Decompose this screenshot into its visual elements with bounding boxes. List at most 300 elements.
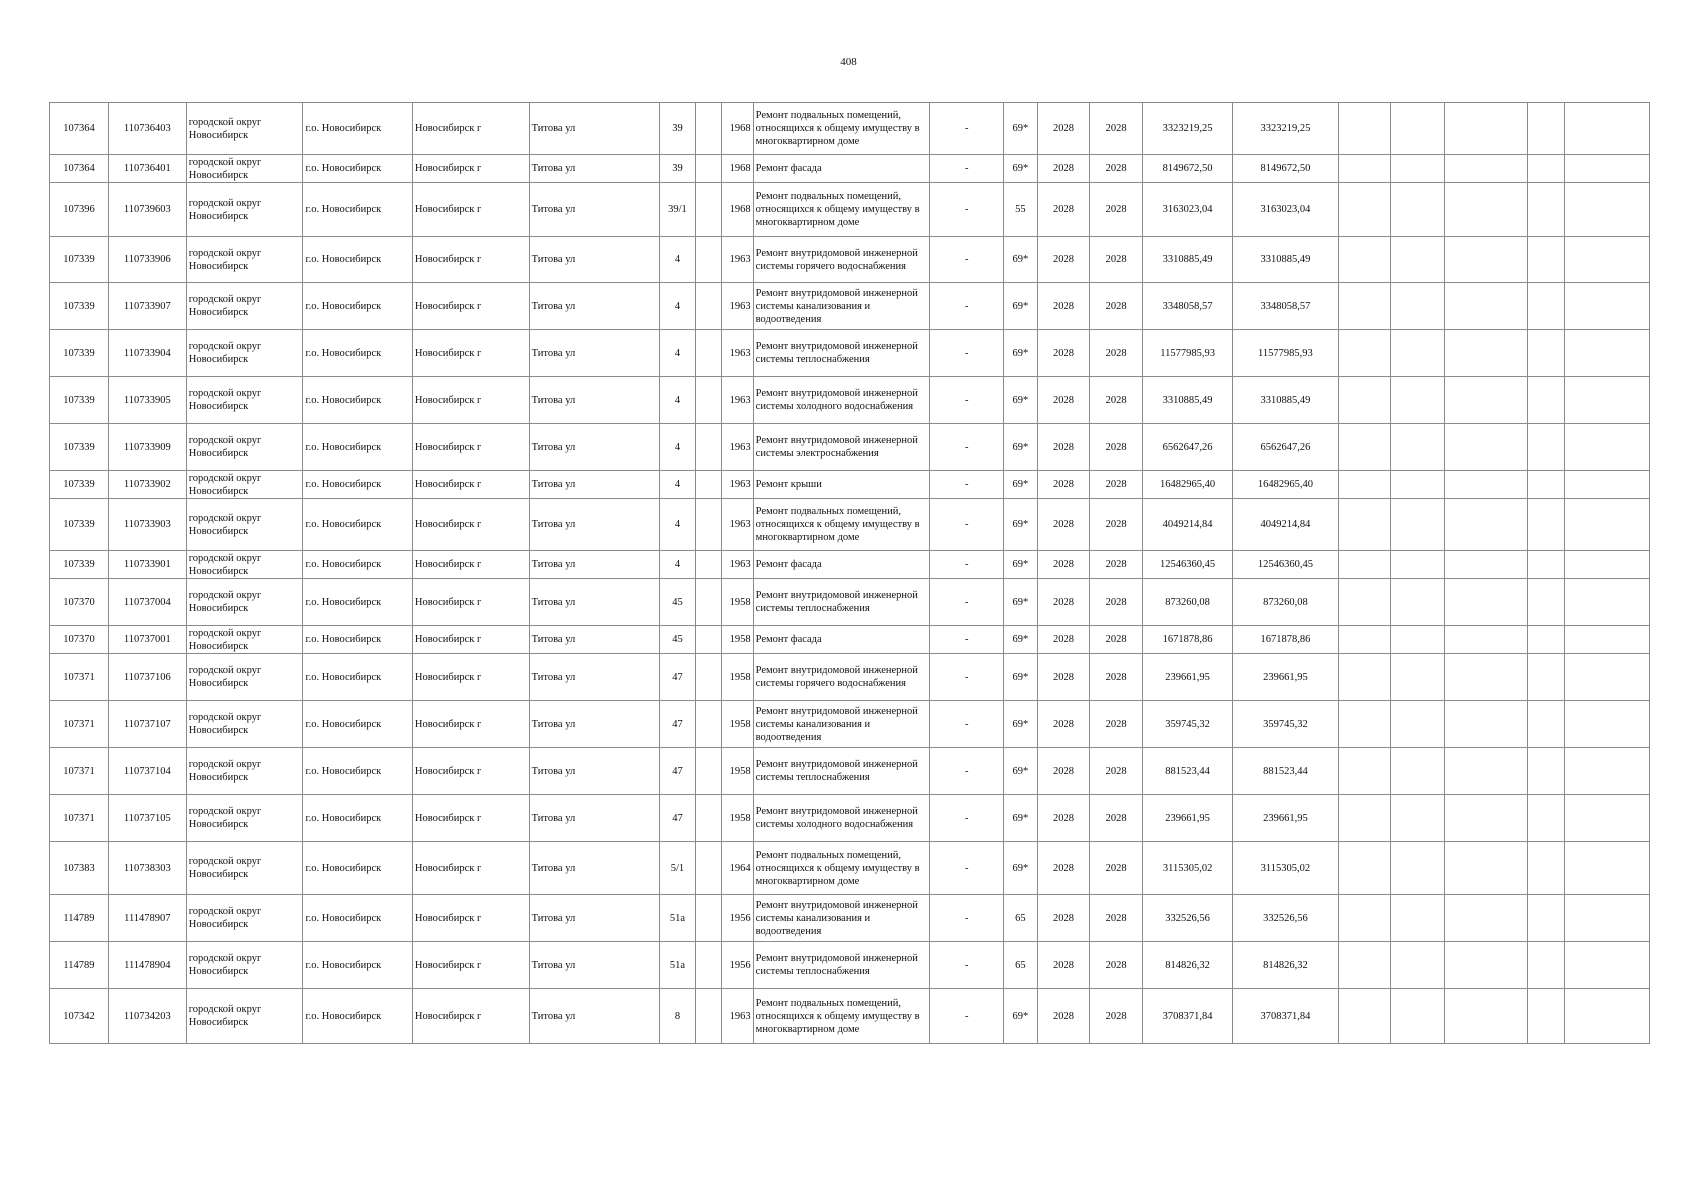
- empty-cell: [1527, 701, 1564, 748]
- cost-total: 873260,08: [1142, 579, 1232, 626]
- year-end: 2028: [1090, 377, 1143, 424]
- dash-cell: -: [930, 330, 1004, 377]
- work-code: 111478904: [108, 942, 186, 989]
- house-number: 4: [660, 424, 696, 471]
- empty-cell: [1391, 942, 1445, 989]
- empty-cell: [1444, 471, 1527, 499]
- year-start: 2028: [1037, 237, 1090, 283]
- house-number: 4: [660, 283, 696, 330]
- table-row: [50, 654, 1650, 701]
- year-start: 2028: [1037, 626, 1090, 654]
- empty-cell: [1391, 895, 1445, 942]
- cost-total: 3310885,49: [1142, 377, 1232, 424]
- city: Новосибирск г: [412, 183, 529, 237]
- work-code: 110739603: [108, 183, 186, 237]
- cost-total: 881523,44: [1142, 748, 1232, 795]
- house-number: 39: [660, 155, 696, 183]
- empty-cell: [1338, 155, 1391, 183]
- wear-percent: 65: [1004, 895, 1038, 942]
- empty-cell: [1527, 654, 1564, 701]
- wear-percent: 69*: [1004, 579, 1038, 626]
- dash-cell: -: [930, 842, 1004, 895]
- build-year: 1958: [722, 748, 754, 795]
- municipality: городской округ Новосибирск: [186, 155, 303, 183]
- dash-cell: -: [930, 626, 1004, 654]
- cost-total: 11577985,93: [1142, 330, 1232, 377]
- empty-cell: [1564, 155, 1649, 183]
- empty-cell: [1527, 626, 1564, 654]
- city: Новосибирск г: [412, 626, 529, 654]
- year-end: 2028: [1090, 895, 1143, 942]
- year-end: 2028: [1090, 748, 1143, 795]
- build-year: 1968: [722, 103, 754, 155]
- house-number: 4: [660, 330, 696, 377]
- work-type: Ремонт фасада: [753, 155, 930, 183]
- street: Титова ул: [529, 654, 659, 701]
- house-number: 51а: [660, 895, 696, 942]
- urban-district: г.о. Новосибирск: [303, 579, 412, 626]
- cost-total: 3310885,49: [1142, 237, 1232, 283]
- wear-percent: 69*: [1004, 989, 1038, 1044]
- street: Титова ул: [529, 895, 659, 942]
- year-end: 2028: [1090, 499, 1143, 551]
- municipality: городской округ Новосибирск: [186, 626, 303, 654]
- year-end: 2028: [1090, 183, 1143, 237]
- record-id: 114789: [50, 895, 109, 942]
- dash-cell: -: [930, 471, 1004, 499]
- city: Новосибирск г: [412, 551, 529, 579]
- urban-district: г.о. Новосибирск: [303, 183, 412, 237]
- municipality: городской округ Новосибирск: [186, 748, 303, 795]
- empty-cell: [695, 377, 721, 424]
- year-end: 2028: [1090, 471, 1143, 499]
- record-id: 107371: [50, 654, 109, 701]
- wear-percent: 65: [1004, 942, 1038, 989]
- year-end: 2028: [1090, 103, 1143, 155]
- empty-cell: [1564, 103, 1649, 155]
- year-start: 2028: [1037, 283, 1090, 330]
- empty-cell: [1338, 654, 1391, 701]
- empty-cell: [1527, 579, 1564, 626]
- empty-cell: [1338, 989, 1391, 1044]
- year-end: 2028: [1090, 654, 1143, 701]
- empty-cell: [1338, 842, 1391, 895]
- empty-cell: [1564, 183, 1649, 237]
- empty-cell: [1391, 103, 1445, 155]
- record-id: 107370: [50, 626, 109, 654]
- empty-cell: [1527, 155, 1564, 183]
- urban-district: г.о. Новосибирск: [303, 377, 412, 424]
- dash-cell: -: [930, 579, 1004, 626]
- record-id: 107371: [50, 748, 109, 795]
- record-id: 107339: [50, 471, 109, 499]
- street: Титова ул: [529, 499, 659, 551]
- empty-cell: [1444, 748, 1527, 795]
- work-type: Ремонт внутридомовой инженерной системы теплоснабжения: [753, 579, 930, 626]
- city: Новосибирск г: [412, 654, 529, 701]
- city: Новосибирск г: [412, 942, 529, 989]
- build-year: 1963: [722, 989, 754, 1044]
- street: Титова ул: [529, 377, 659, 424]
- year-start: 2028: [1037, 654, 1090, 701]
- cost-total: 814826,32: [1142, 942, 1232, 989]
- empty-cell: [1444, 795, 1527, 842]
- dash-cell: -: [930, 103, 1004, 155]
- empty-cell: [1391, 499, 1445, 551]
- dash-cell: -: [930, 283, 1004, 330]
- table-row: [50, 183, 1650, 237]
- year-end: 2028: [1090, 424, 1143, 471]
- empty-cell: [695, 579, 721, 626]
- empty-cell: [695, 103, 721, 155]
- street: Титова ул: [529, 748, 659, 795]
- municipality: городской округ Новосибирск: [186, 895, 303, 942]
- cost-total: 239661,95: [1142, 795, 1232, 842]
- empty-cell: [1527, 377, 1564, 424]
- empty-cell: [1444, 283, 1527, 330]
- wear-percent: 69*: [1004, 551, 1038, 579]
- dash-cell: -: [930, 237, 1004, 283]
- empty-cell: [1527, 103, 1564, 155]
- empty-cell: [1444, 579, 1527, 626]
- year-start: 2028: [1037, 895, 1090, 942]
- dash-cell: -: [930, 377, 1004, 424]
- house-number: 45: [660, 579, 696, 626]
- empty-cell: [1444, 701, 1527, 748]
- year-start: 2028: [1037, 155, 1090, 183]
- empty-cell: [1444, 499, 1527, 551]
- work-code: 110736403: [108, 103, 186, 155]
- table-row: [50, 155, 1650, 183]
- work-type: Ремонт внутридомовой инженерной системы электроснабжения: [753, 424, 930, 471]
- street: Титова ул: [529, 155, 659, 183]
- empty-cell: [1391, 283, 1445, 330]
- empty-cell: [1564, 579, 1649, 626]
- work-code: 110737105: [108, 795, 186, 842]
- empty-cell: [1444, 989, 1527, 1044]
- empty-cell: [1338, 424, 1391, 471]
- house-number: 45: [660, 626, 696, 654]
- work-code: 110733906: [108, 237, 186, 283]
- work-type: Ремонт подвальных помещений, относящихся к общему имуществу в многоквартирном доме: [753, 842, 930, 895]
- empty-cell: [1338, 330, 1391, 377]
- city: Новосибирск г: [412, 424, 529, 471]
- empty-cell: [695, 471, 721, 499]
- wear-percent: 55: [1004, 183, 1038, 237]
- empty-cell: [1338, 795, 1391, 842]
- cost-total: 1671878,86: [1142, 626, 1232, 654]
- empty-cell: [1527, 748, 1564, 795]
- municipality: городской округ Новосибирск: [186, 989, 303, 1044]
- wear-percent: 69*: [1004, 499, 1038, 551]
- empty-cell: [695, 551, 721, 579]
- house-number: 51а: [660, 942, 696, 989]
- empty-cell: [1444, 183, 1527, 237]
- cost-total: 3163023,04: [1142, 183, 1232, 237]
- cost-total: 3115305,02: [1142, 842, 1232, 895]
- empty-cell: [1564, 795, 1649, 842]
- year-start: 2028: [1037, 701, 1090, 748]
- dash-cell: -: [930, 795, 1004, 842]
- year-start: 2028: [1037, 103, 1090, 155]
- wear-percent: 69*: [1004, 701, 1038, 748]
- empty-cell: [695, 654, 721, 701]
- dash-cell: -: [930, 155, 1004, 183]
- year-end: 2028: [1090, 283, 1143, 330]
- year-start: 2028: [1037, 183, 1090, 237]
- urban-district: г.о. Новосибирск: [303, 155, 412, 183]
- cost-fund: 3310885,49: [1233, 237, 1338, 283]
- build-year: 1964: [722, 842, 754, 895]
- empty-cell: [1564, 654, 1649, 701]
- wear-percent: 69*: [1004, 155, 1038, 183]
- city: Новосибирск г: [412, 237, 529, 283]
- municipality: городской округ Новосибирск: [186, 237, 303, 283]
- dash-cell: -: [930, 895, 1004, 942]
- year-start: 2028: [1037, 942, 1090, 989]
- dash-cell: -: [930, 424, 1004, 471]
- year-start: 2028: [1037, 989, 1090, 1044]
- work-type: Ремонт подвальных помещений, относящихся к общему имуществу в многоквартирном доме: [753, 103, 930, 155]
- empty-cell: [1391, 237, 1445, 283]
- empty-cell: [1338, 551, 1391, 579]
- city: Новосибирск г: [412, 499, 529, 551]
- street: Титова ул: [529, 551, 659, 579]
- table-row: [50, 579, 1650, 626]
- record-id: 107342: [50, 989, 109, 1044]
- city: Новосибирск г: [412, 748, 529, 795]
- empty-cell: [1391, 551, 1445, 579]
- urban-district: г.о. Новосибирск: [303, 795, 412, 842]
- table-row: [50, 842, 1650, 895]
- empty-cell: [695, 989, 721, 1044]
- cost-fund: 12546360,45: [1233, 551, 1338, 579]
- page-number: 408: [840, 56, 857, 68]
- empty-cell: [1564, 701, 1649, 748]
- work-type: Ремонт внутридомовой инженерной системы холодного водоснабжения: [753, 377, 930, 424]
- work-code: 110736401: [108, 155, 186, 183]
- work-code: 111478907: [108, 895, 186, 942]
- empty-cell: [1391, 330, 1445, 377]
- empty-cell: [1527, 942, 1564, 989]
- municipality: городской округ Новосибирск: [186, 183, 303, 237]
- empty-cell: [695, 183, 721, 237]
- record-id: 107339: [50, 330, 109, 377]
- wear-percent: 69*: [1004, 377, 1038, 424]
- work-type: Ремонт фасада: [753, 551, 930, 579]
- urban-district: г.о. Новосибирск: [303, 654, 412, 701]
- empty-cell: [695, 283, 721, 330]
- record-id: 114789: [50, 942, 109, 989]
- city: Новосибирск г: [412, 103, 529, 155]
- dash-cell: -: [930, 183, 1004, 237]
- build-year: 1956: [722, 895, 754, 942]
- wear-percent: 69*: [1004, 626, 1038, 654]
- year-start: 2028: [1037, 579, 1090, 626]
- city: Новосибирск г: [412, 989, 529, 1044]
- year-end: 2028: [1090, 989, 1143, 1044]
- dash-cell: -: [930, 942, 1004, 989]
- year-end: 2028: [1090, 626, 1143, 654]
- empty-cell: [695, 330, 721, 377]
- empty-cell: [1527, 795, 1564, 842]
- empty-cell: [695, 237, 721, 283]
- empty-cell: [1338, 499, 1391, 551]
- table-row: [50, 103, 1650, 155]
- empty-cell: [1444, 626, 1527, 654]
- empty-cell: [1391, 701, 1445, 748]
- cost-fund: 3163023,04: [1233, 183, 1338, 237]
- dash-cell: -: [930, 551, 1004, 579]
- year-start: 2028: [1037, 471, 1090, 499]
- empty-cell: [1527, 499, 1564, 551]
- year-end: 2028: [1090, 330, 1143, 377]
- empty-cell: [1564, 989, 1649, 1044]
- municipality: городской округ Новосибирск: [186, 579, 303, 626]
- cost-fund: 3708371,84: [1233, 989, 1338, 1044]
- empty-cell: [1564, 237, 1649, 283]
- build-year: 1963: [722, 330, 754, 377]
- record-id: 107339: [50, 377, 109, 424]
- work-type: Ремонт внутридомовой инженерной системы канализования и водоотведения: [753, 895, 930, 942]
- work-type: Ремонт внутридомовой инженерной системы холодного водоснабжения: [753, 795, 930, 842]
- street: Титова ул: [529, 942, 659, 989]
- municipality: городской округ Новосибирск: [186, 377, 303, 424]
- build-year: 1958: [722, 701, 754, 748]
- build-year: 1968: [722, 155, 754, 183]
- house-number: 5/1: [660, 842, 696, 895]
- empty-cell: [1564, 842, 1649, 895]
- municipality: городской округ Новосибирск: [186, 551, 303, 579]
- wear-percent: 69*: [1004, 748, 1038, 795]
- empty-cell: [1527, 895, 1564, 942]
- year-end: 2028: [1090, 551, 1143, 579]
- wear-percent: 69*: [1004, 471, 1038, 499]
- empty-cell: [695, 626, 721, 654]
- build-year: 1963: [722, 377, 754, 424]
- year-start: 2028: [1037, 499, 1090, 551]
- empty-cell: [1564, 748, 1649, 795]
- wear-percent: 69*: [1004, 237, 1038, 283]
- work-type: Ремонт внутридомовой инженерной системы теплоснабжения: [753, 748, 930, 795]
- empty-cell: [695, 942, 721, 989]
- empty-cell: [1564, 377, 1649, 424]
- empty-cell: [1391, 842, 1445, 895]
- build-year: 1958: [722, 579, 754, 626]
- municipality: городской округ Новосибирск: [186, 942, 303, 989]
- work-type: Ремонт внутридомовой инженерной системы теплоснабжения: [753, 942, 930, 989]
- urban-district: г.о. Новосибирск: [303, 237, 412, 283]
- cost-total: 239661,95: [1142, 654, 1232, 701]
- record-id: 107371: [50, 701, 109, 748]
- year-end: 2028: [1090, 795, 1143, 842]
- house-number: 47: [660, 748, 696, 795]
- work-type: Ремонт крыши: [753, 471, 930, 499]
- table-row: [50, 377, 1650, 424]
- cost-fund: 3310885,49: [1233, 377, 1338, 424]
- build-year: 1958: [722, 654, 754, 701]
- empty-cell: [1564, 330, 1649, 377]
- empty-cell: [1444, 330, 1527, 377]
- city: Новосибирск г: [412, 471, 529, 499]
- dash-cell: -: [930, 748, 1004, 795]
- empty-cell: [1391, 377, 1445, 424]
- empty-cell: [1527, 183, 1564, 237]
- table-row: [50, 989, 1650, 1044]
- wear-percent: 69*: [1004, 283, 1038, 330]
- dash-cell: -: [930, 989, 1004, 1044]
- cost-total: 359745,32: [1142, 701, 1232, 748]
- urban-district: г.о. Новосибирск: [303, 701, 412, 748]
- house-number: 4: [660, 551, 696, 579]
- urban-district: г.о. Новосибирск: [303, 748, 412, 795]
- build-year: 1956: [722, 942, 754, 989]
- cost-fund: 11577985,93: [1233, 330, 1338, 377]
- table-row: [50, 895, 1650, 942]
- wear-percent: 69*: [1004, 424, 1038, 471]
- wear-percent: 69*: [1004, 330, 1038, 377]
- empty-cell: [1338, 237, 1391, 283]
- municipality: городской округ Новосибирск: [186, 103, 303, 155]
- record-id: 107339: [50, 424, 109, 471]
- house-number: 4: [660, 237, 696, 283]
- build-year: 1968: [722, 183, 754, 237]
- house-number: 39/1: [660, 183, 696, 237]
- empty-cell: [1527, 424, 1564, 471]
- urban-district: г.о. Новосибирск: [303, 626, 412, 654]
- cost-fund: 881523,44: [1233, 748, 1338, 795]
- cost-fund: 332526,56: [1233, 895, 1338, 942]
- work-code: 110733901: [108, 551, 186, 579]
- record-id: 107339: [50, 499, 109, 551]
- work-code: 110733907: [108, 283, 186, 330]
- year-start: 2028: [1037, 842, 1090, 895]
- city: Новосибирск г: [412, 895, 529, 942]
- dash-cell: -: [930, 654, 1004, 701]
- house-number: 8: [660, 989, 696, 1044]
- empty-cell: [1391, 424, 1445, 471]
- wear-percent: 69*: [1004, 795, 1038, 842]
- year-start: 2028: [1037, 330, 1090, 377]
- record-id: 107370: [50, 579, 109, 626]
- table-row: [50, 471, 1650, 499]
- table-row: [50, 283, 1650, 330]
- year-start: 2028: [1037, 748, 1090, 795]
- empty-cell: [1338, 942, 1391, 989]
- record-id: 107383: [50, 842, 109, 895]
- wear-percent: 69*: [1004, 842, 1038, 895]
- urban-district: г.о. Новосибирск: [303, 842, 412, 895]
- street: Титова ул: [529, 701, 659, 748]
- city: Новосибирск г: [412, 701, 529, 748]
- empty-cell: [1527, 283, 1564, 330]
- empty-cell: [1527, 989, 1564, 1044]
- empty-cell: [1527, 551, 1564, 579]
- work-code: 110737001: [108, 626, 186, 654]
- cost-fund: 873260,08: [1233, 579, 1338, 626]
- cost-fund: 3115305,02: [1233, 842, 1338, 895]
- work-code: 110734203: [108, 989, 186, 1044]
- empty-cell: [1391, 626, 1445, 654]
- table-row: [50, 499, 1650, 551]
- cost-total: 12546360,45: [1142, 551, 1232, 579]
- municipality: городской округ Новосибирск: [186, 654, 303, 701]
- empty-cell: [1391, 155, 1445, 183]
- empty-cell: [1444, 654, 1527, 701]
- urban-district: г.о. Новосибирск: [303, 330, 412, 377]
- urban-district: г.о. Новосибирск: [303, 103, 412, 155]
- record-id: 107339: [50, 283, 109, 330]
